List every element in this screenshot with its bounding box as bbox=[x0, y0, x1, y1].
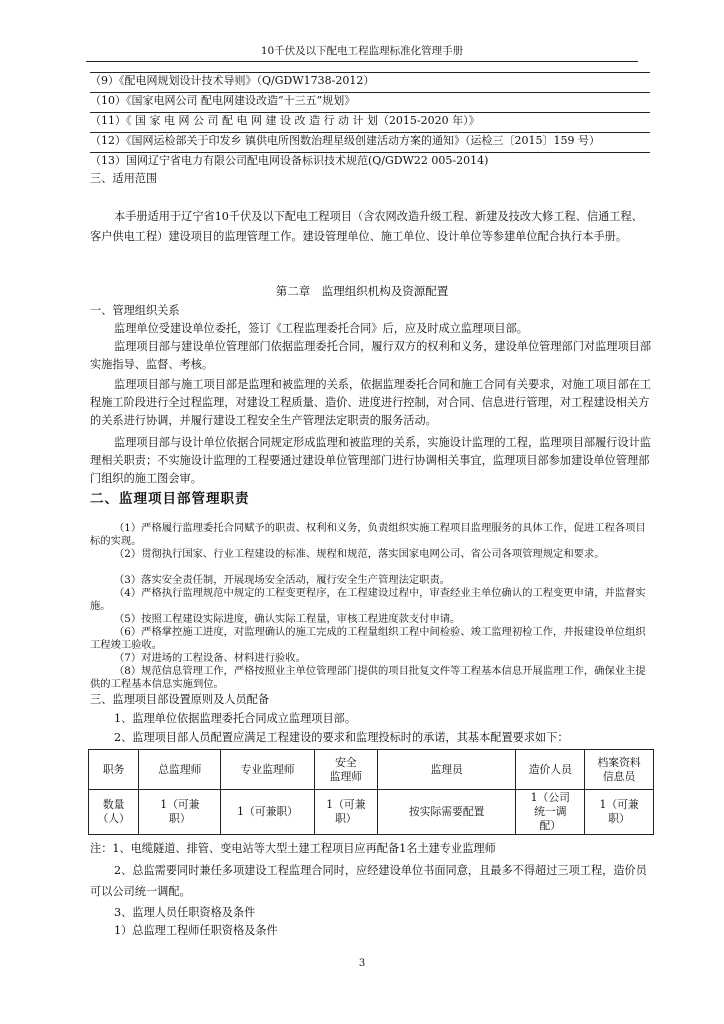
note-item: 3、监理人员任职资格及条件 bbox=[114, 906, 256, 919]
page-header: 10千伏及以下配电工程监理标准化管理手册 bbox=[86, 44, 638, 62]
table-header-cell: 监理员 bbox=[377, 750, 516, 790]
mgmt-heading: 一、管理组织关系 bbox=[90, 304, 180, 317]
reference-item: （12）《国网运检部关于印发乡 镇供电所图数治理星级创建活动方案的通知》（运检三〔2015〕159 号） bbox=[90, 132, 650, 149]
duty-item: （1）严格履行监理委托合同赋予的职责、权利和义务，负责组织实施工程项目监理服务的具体工作，促进工程各项目标的实现。 bbox=[90, 522, 646, 547]
duty-item: （4）严格执行监理规范中规定的工程变更程序，在工程建设过程中，审查经业主单位确认的工程变更申请，并监督实施。 bbox=[90, 587, 646, 612]
table-cell: 1（可兼 职） bbox=[585, 790, 654, 835]
table-cell: 数量 （人） bbox=[89, 790, 139, 835]
scope-heading: 三、适用范围 bbox=[90, 172, 158, 185]
duties-heading: 二、监理项目部管理职责 bbox=[90, 491, 250, 507]
note-item: 注：1、电缆隧道、排管、变电站等大型土建工程项目应再配备1名土建专业监理师 bbox=[90, 842, 496, 855]
table-header-cell: 造价人员 bbox=[516, 750, 585, 790]
table-header-cell: 档案资料 信息员 bbox=[585, 750, 654, 790]
staffing-table bbox=[88, 749, 654, 835]
duty-item: （3）落实安全责任制，开展现场安全活动，履行安全生产管理法定职责。 bbox=[114, 574, 451, 586]
duty-item: （8）规范信息管理工作，严格按照业主单位管理部门提供的项目批复文件等工程基本信息开展监理工作，确保业主提供的工程基本信息实施到位。 bbox=[90, 665, 646, 690]
mgmt-paragraph: 监理单位受建设单位委托，签订《工程监理委托合同》后，应及时成立监理项目部。 bbox=[114, 322, 528, 335]
table-header-cell: 总监理师 bbox=[139, 750, 221, 790]
mgmt-paragraph: 监理项目部与设计单位依据合同规定形成监理和被监理的关系，实施设计监理的工程，监理项目部履行设计监理相关职责；不实施设计监理的工程要通过建设单位管理部门进行协调相关事宜，监理项目部参加建设单位管理部门组织的施工图会审。 bbox=[90, 436, 652, 485]
mgmt-paragraph: 监理项目部与施工项目部是监理和被监理的关系，依据监理委托合同和施工合同有关要求，对施工项目部在工程施工阶段进行全过程监理，对建设工程质量、造价、进度进行控制，对合同、信息进行管理，对工程建设相关方的关系进行协调，并履行建设工程安全生产管理法定职责的服务活动。 bbox=[90, 378, 652, 427]
table-header-cell: 专业监理师 bbox=[221, 750, 314, 790]
duty-item: （6）严格掌控施工进度，对监理确认的施工完成的工程量组织工程中间检验、竣工监理初检工作，并报建设单位组织工程竣工验收。 bbox=[90, 626, 646, 651]
mgmt-paragraph: 监理项目部与建设单位管理部门依据监理委托合同，履行双方的权利和义务，建设单位管理部门对监理项目部实施指导、监督、考核。 bbox=[90, 340, 652, 371]
table-row bbox=[89, 790, 654, 835]
page-number: 3 bbox=[358, 958, 366, 969]
reference-item: （10）《国家电网公司 配电网建设改造“十三五”规划》 bbox=[90, 92, 650, 109]
table-cell: 1（可兼职） bbox=[221, 790, 314, 835]
duty-item: （2）贯彻执行国家、行业工程建设的标准、规程和规范，落实国家电网公司、省公司各项管理规定和要求。 bbox=[114, 548, 605, 560]
table-header-cell: 安全 监理师 bbox=[314, 750, 377, 790]
reference-item: （11）《 国 家 电 网 公 司 配 电 网 建 设 改 造 行 动 计 划（2015-2020 年）》 bbox=[90, 112, 650, 129]
duty-item: （5）按照工程建设实际进度，确认实际工程量，审核工程进度款支付申请。 bbox=[114, 613, 461, 625]
reference-item: （9）《配电网规划设计技术导则》（Q/GDW1738-2012） bbox=[90, 72, 650, 89]
duty-item: （7）对进场的工程设备、材料进行验收。 bbox=[114, 652, 306, 664]
table-cell: 1（可兼 职） bbox=[314, 790, 377, 835]
scope-paragraph: 本手册适用于辽宁省10千伏及以下配电工程项目（含农网改造升级工程、新建及技改大修工程、信通工程、客户供电工程）建设项目的监理管理工作。建设管理单位、施工单位、设计单位等参建单位配合执行本手册。 bbox=[90, 210, 643, 243]
note-item: 2、总监需要同时兼任多项建设工程监理合同时，应经建设单位书面同意，且最多不得超过三项工程，造价员可以公司统一调配。 bbox=[90, 864, 647, 898]
staffing-heading: 三、监理项目部设置原则及人员配备 bbox=[90, 693, 270, 706]
table-header-cell: 职务 bbox=[89, 750, 139, 790]
staffing-paragraph: 1、监理单位依据监理委托合同成立监理项目部。 bbox=[114, 712, 357, 725]
table-header-row bbox=[89, 750, 654, 790]
reference-item: （13）国网辽宁省电力有限公司配电网设备标识技术规范(Q/GDW22 005-2014) bbox=[90, 152, 650, 169]
chapter-title: 第二章 监理组织机构及资源配置 bbox=[275, 284, 449, 298]
table-cell: 1（公司 统一调 配） bbox=[516, 790, 585, 835]
table-cell: 1（可兼 职） bbox=[139, 790, 221, 835]
table-cell: 按实际需要配置 bbox=[377, 790, 516, 835]
staffing-paragraph: 2、监理项目部人员配置应满足工程建设的要求和监理投标时的承诺，其基本配置要求如下： bbox=[114, 731, 569, 744]
note-item: 1）总监理工程师任职资格及条件 bbox=[114, 924, 278, 937]
